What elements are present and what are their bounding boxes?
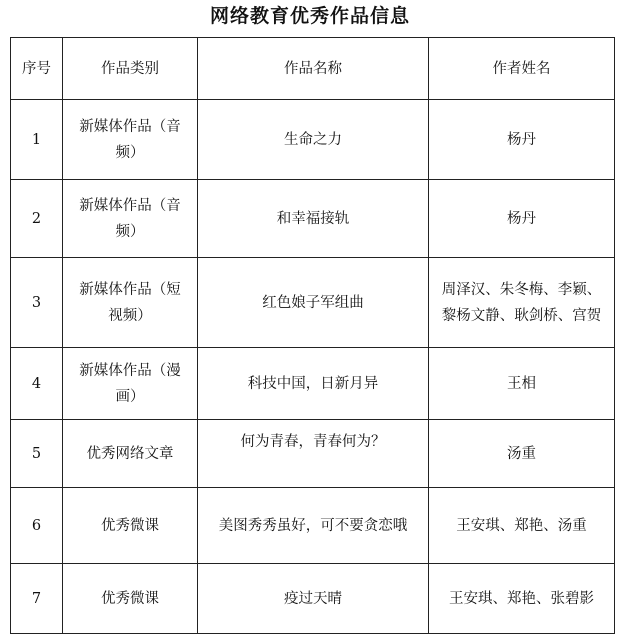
header-work-name: 作品名称 bbox=[198, 38, 429, 100]
table-row bbox=[11, 100, 615, 180]
table-row bbox=[11, 258, 615, 348]
works-table bbox=[10, 37, 615, 634]
table-row bbox=[11, 180, 615, 258]
row-work-name: 科技中国，日新月异 bbox=[198, 348, 429, 420]
row-category: 优秀微课 bbox=[63, 564, 198, 634]
row-category: 优秀网络文章 bbox=[63, 420, 198, 488]
row-authors: 杨丹 bbox=[429, 100, 615, 180]
row-authors: 王相 bbox=[429, 348, 615, 420]
header-authors: 作者姓名 bbox=[429, 38, 615, 100]
row-work-name: 生命之力 bbox=[198, 100, 429, 180]
row-work-name: 疫过天晴 bbox=[198, 564, 429, 634]
row-category: 新媒体作品（短视频） bbox=[63, 258, 198, 348]
row-index: 1 bbox=[11, 100, 63, 180]
row-authors: 王安琪、郑艳、汤重 bbox=[429, 488, 615, 564]
row-work-name bbox=[198, 420, 429, 488]
header-category: 作品类别 bbox=[63, 38, 198, 100]
row-category: 新媒体作品（音频） bbox=[63, 100, 198, 180]
row-index: 3 bbox=[11, 258, 63, 348]
row-work-name-text: 何为青春，青春何为？ bbox=[240, 433, 386, 450]
row-index: 4 bbox=[11, 348, 63, 420]
table-row bbox=[11, 348, 615, 420]
row-authors: 杨丹 bbox=[429, 180, 615, 258]
page-title: 网络教育优秀作品信息 bbox=[209, 5, 410, 27]
table-row bbox=[11, 420, 615, 488]
row-work-name: 和幸福接轨 bbox=[198, 180, 429, 258]
header-index: 序号 bbox=[11, 38, 63, 100]
row-index: 6 bbox=[11, 488, 63, 564]
row-work-name: 美图秀秀虽好，可不要贪恋哦 bbox=[198, 488, 429, 564]
row-index: 7 bbox=[11, 564, 63, 634]
table-header-row bbox=[11, 38, 615, 100]
table-row bbox=[11, 488, 615, 564]
row-authors: 周泽汉、朱冬梅、李颖、黎杨文静、耿剑桥、宫贺 bbox=[429, 258, 615, 348]
row-category: 优秀微课 bbox=[63, 488, 198, 564]
row-authors: 汤重 bbox=[429, 420, 615, 488]
row-work-name: 红色娘子军组曲 bbox=[198, 258, 429, 348]
row-index: 5 bbox=[11, 420, 63, 488]
table-row bbox=[11, 564, 615, 634]
row-category: 新媒体作品（音频） bbox=[63, 180, 198, 258]
row-authors: 王安琪、郑艳、张碧影 bbox=[429, 564, 615, 634]
row-index: 2 bbox=[11, 180, 63, 258]
row-category: 新媒体作品（漫画） bbox=[63, 348, 198, 420]
